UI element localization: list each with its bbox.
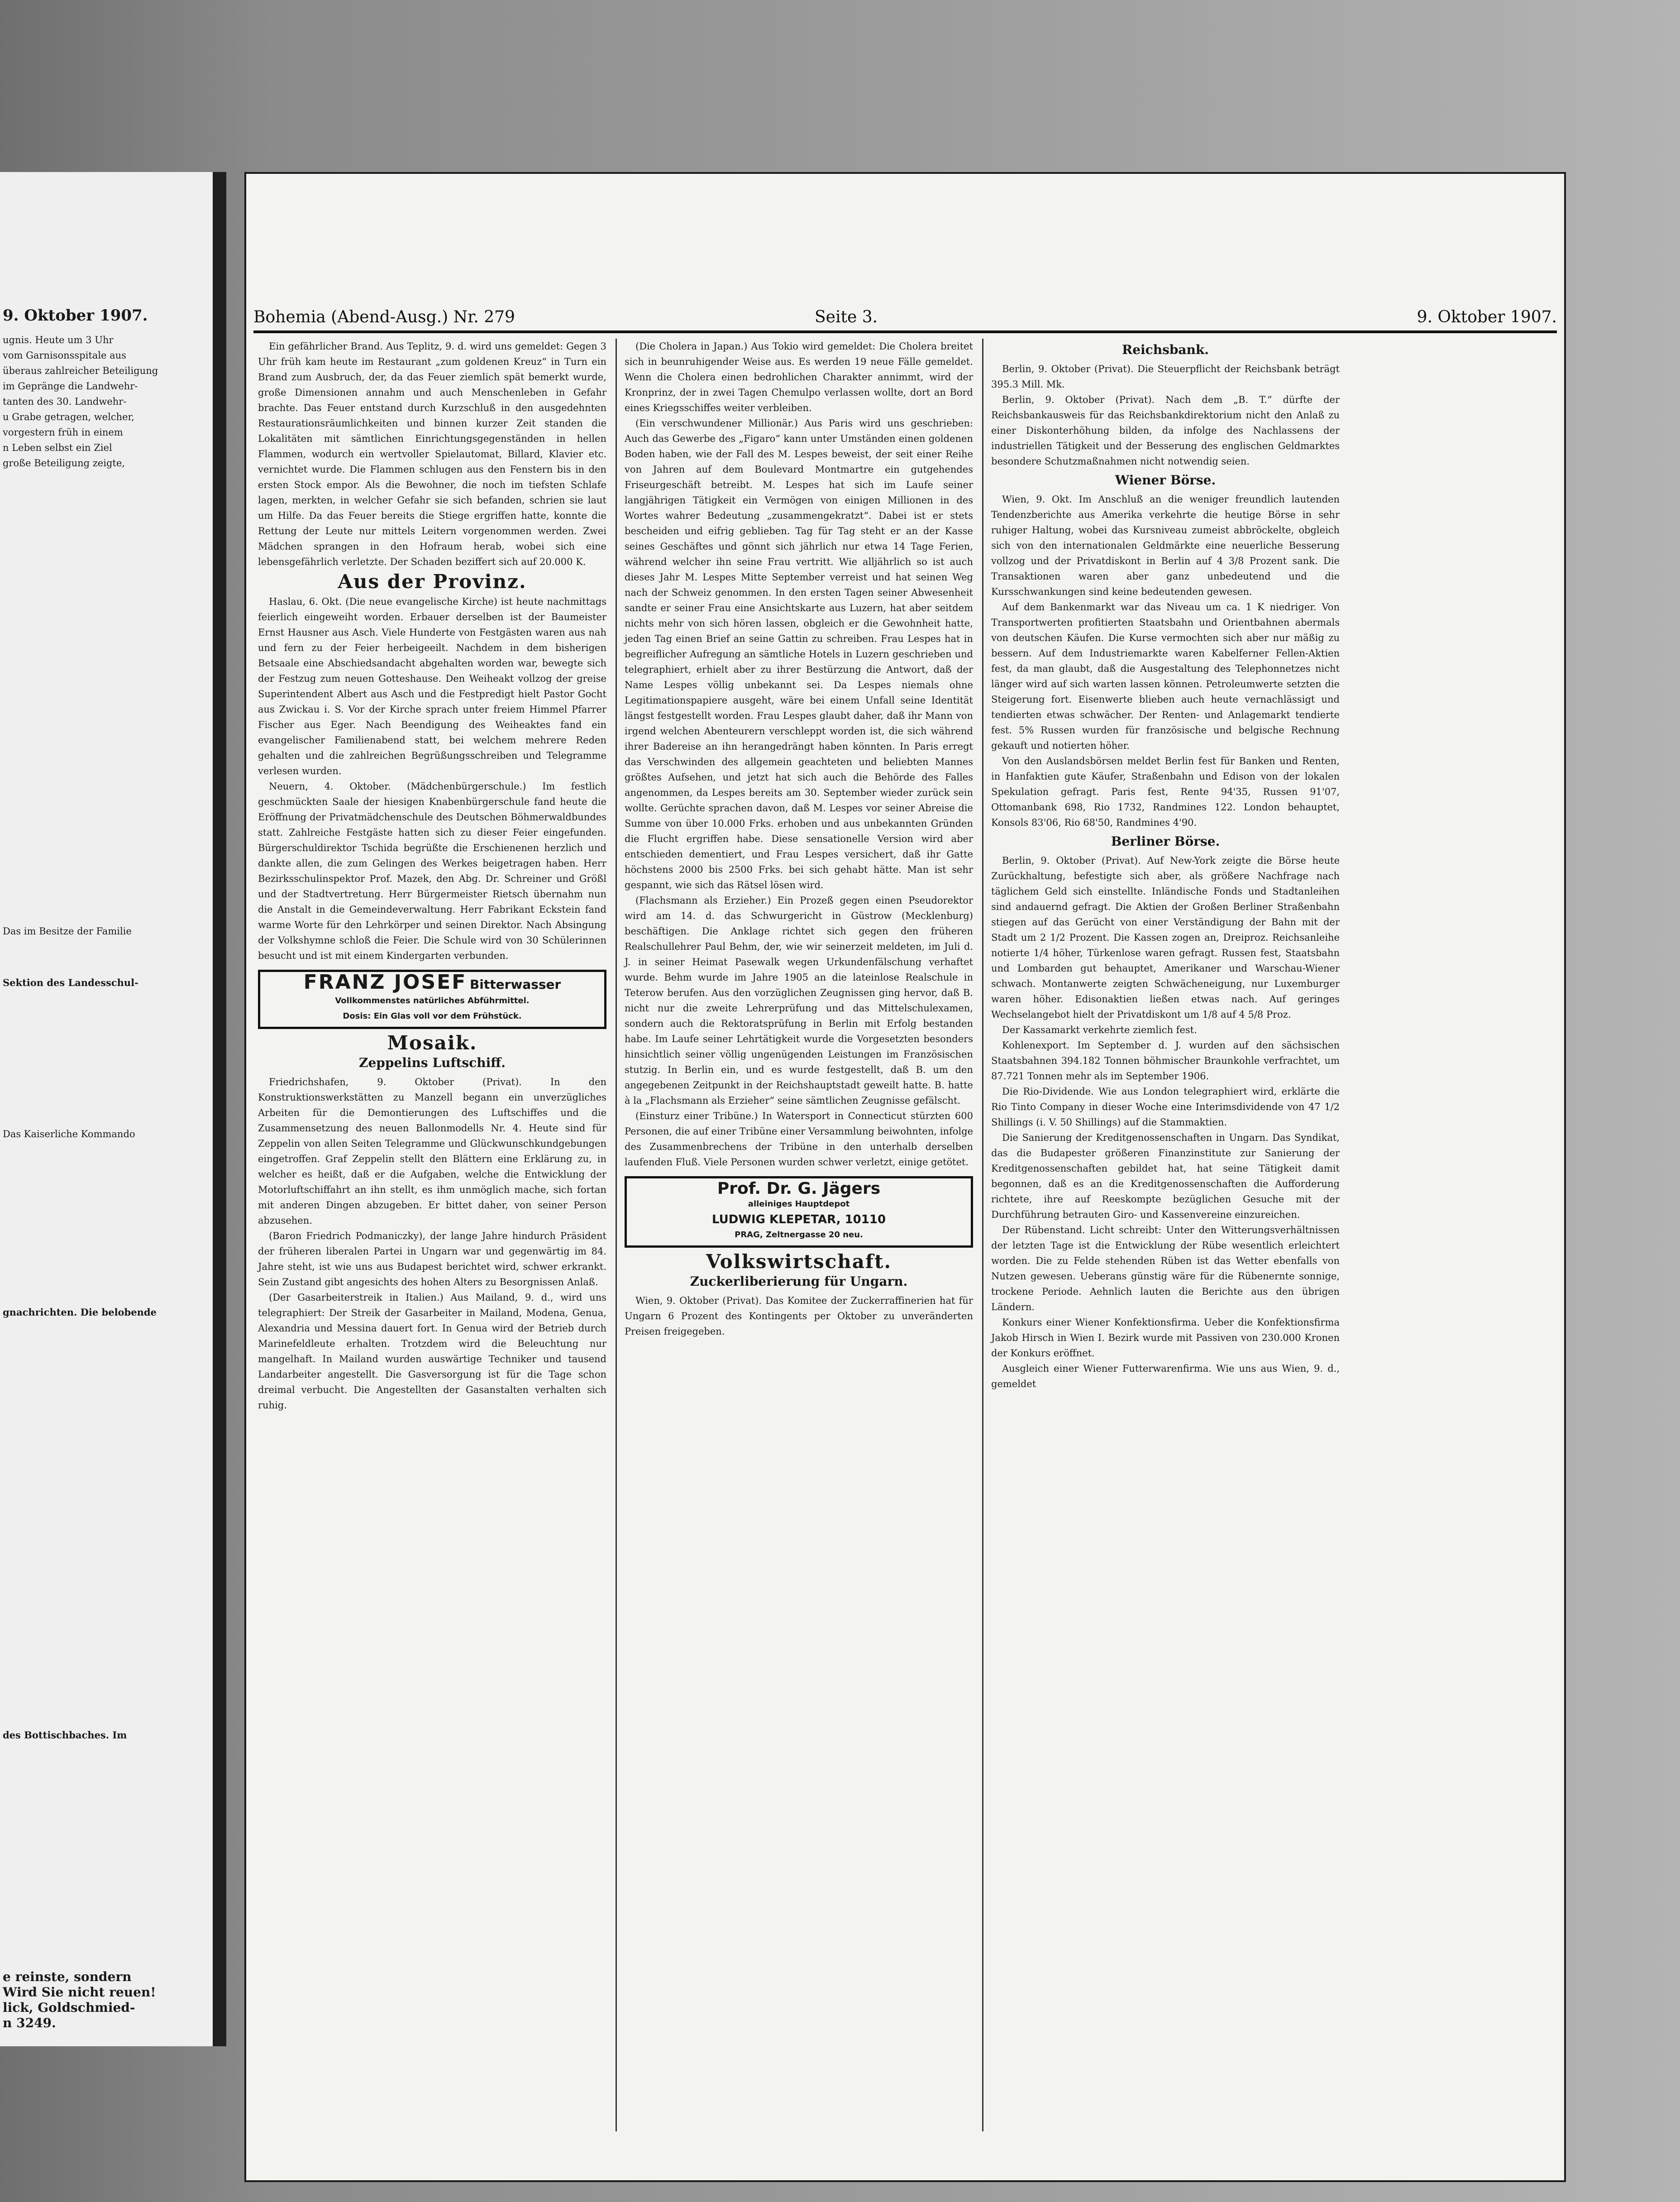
- header-date: 9. Oktober 1907.: [1417, 308, 1557, 326]
- page-gutter: [213, 172, 226, 2046]
- article-millionaer: (Ein verschwundener Millionär.) Aus Paris wird uns geschrieben: Auch das Gewerbe des „Figaro“ kann unter Umständen einen goldenen Boden haben, wie der Fall des M. Lespes beweist, der seit einer Reihe von Jahren auf dem Boulevard Montmartre ein gutgehendes Friseurgeschäft betreibt. M. Lespes hat sich im Laufe seiner langjährigen Tätigkeit ein Vermögen von einigen Millionen in des Wortes wahrer Bedeutung „zusammengekratzt“. Dabei ist er stets bescheiden und eifrig geblieben. Tag für Tag steht er an der Kasse seines Geschäftes und gönnt sich jährlich nur etwa 14 Tage Ferien, während welcher ihn seine Frau vertritt. Wie alljährlich so ist auch dieses Jahr M. Lespes Mitte September verreist und hat seinen Weg nach der Schweiz genommen. In den ersten Tagen seiner Abwesenheit sandte er seiner Frau eine Ansichtskarte aus Luzern, hat aber seitdem nichts mehr von sich hören lassen, obgleich er die Gewohnheit hatte, jeden Tag einen Brief an seine Gattin zu schreiben. Frau Lespes hat in begreiflicher Aufregung an sämtliche Hotels in Luzern geschrieben und telegraphiert, erhielt aber zu ihrer Bestürzung die Antwort, daß der Name Lespes völlig unbekannt sei. Da Lespes niemals ohne Legitimationspapiere ausgeht, wäre bei einem Unfall seine Identität längst festgestellt worden. Frau Lespes glaubt daher, daß ihr Mann von irgend welchen Abenteurern verschleppt worden ist, die sich während ihrer Badereise an ihn herangedrängt haben könnten. In Paris erregt das Verschwinden des allgemein geachteten und beliebten Mannes größtes Aufsehen, und jetzt hat sich auch die Behörde des Falles angenommen, da Lespes bereits am 30. September wieder zurück sein wollte. Gerüchte sprachen davon, daß M. Lespes vor seiner Abreise die Summe von über 10.000 Frks. erhoben und aus unbekannten Gründen die Flucht ergriffen habe. Diese sensationelle Version wird aber entschieden dementiert, und Frau Lespes versichert, daß ihr Gatte höchstens 2000 bis 2500 Frks. bei sich gehabt hätte. Man ist sehr gespannt, wie sich das Rätsel lösen wird.: [625, 418, 973, 890]
- article-berlin: Berlin, 9. Oktober (Privat). Auf New-York zeigte die Börse heute Zurückhaltung, befestigte sich aber, als größere Nachfrage nach täglichem Geld sich einstellte. Inländische Fonds und Stadtanleihen sind andauernd gefragt. Die Aktien der Großen Berliner Straßenbahn stiegen auf das Gerücht von einer Verständigung der Bahn mit der Stadt um 2 1/2 Prozent. Die Kassen zogen an, Dreiproz. Reichsanleihe notierte 1/4 höher, Türkenlose waren gefragt. Russen fest, Staatsbahn und Lombarden gut behauptet, Amerikaner und Warschau-Wiener schwach. Montanwerte zeigten Schwächeneigung, nur Luxemburger waren höher. Edisonaktien ließen etwas nach. Auf geringes Wechselangebot hielt der Privatdiskont um 1/8 auf 4 5/8 Proz.: [991, 855, 1340, 1020]
- header-publication: Bohemia (Abend-Ausg.) Nr. 279: [253, 308, 515, 326]
- article-tribuene: (Einsturz einer Tribüne.) In Watersport in Connecticut stürzten 600 Personen, die auf einer Tribüne einer Versammlung beiwohnten, infolge des Zusammenbrechens der Tribüne in den unterhalb derselben laufenden Fluß. Viele Personen wurden schwer verletzt, einige getötet.: [625, 1111, 973, 1168]
- newspaper-page: [244, 172, 1566, 2182]
- column-2: [625, 339, 973, 1339]
- left-line: Sektion des Landesschul-: [3, 977, 138, 988]
- ad-line: LUDWIG KLEPETAR, 10110: [711, 1213, 886, 1226]
- left-line: n Leben selbst ein Ziel: [3, 442, 112, 453]
- article-konkurs: Konkurs einer Wiener Konfektionsfirma. Ueber die Konfektionsfirma Jakob Hirsch in Wien I. Bezirk wurde mit Passiven von 230.000 Kronen der Konkurs eröffnet.: [991, 1317, 1340, 1359]
- ad-title: FRANZ JOSEF: [303, 971, 467, 994]
- header-rule: [253, 330, 1557, 333]
- article-reichsbank-2: Berlin, 9. Oktober (Privat). Nach dem „B. T.“ dürfte der Reichsbankausweis für das Reichsbankdirektorium nicht den Anlaß zu einer Diskonterhöhung bilden, da infolge des Nachlassens der industriellen Tätigkeit und der Besserung des englischen Geldmarktes besondere Schutzmaßnahmen nicht notwendig seien.: [991, 394, 1340, 467]
- article-gasarbeiter: (Der Gasarbeiterstreik in Italien.) Aus Mailand, 9. d., wird uns telegraphiert: Der Streik der Gasarbeiter in Mailand, Modena, Genua, Alexandria und Messina dauert fort. In Genua wird der Betrieb durch Marinefeldleute erhalten. Trotzdem wird die Beleuchtung nur mangelhaft. In Mailand wurden auswärtige Techniker und tausend Landarbeiter angestellt. Die Gasversorgung ist für die Tage schon dreimal verbucht. Die Angestellten der Gasanstalten verhalten sich ruhig.: [258, 1292, 606, 1411]
- left-line: Das Kaiserliche Kommando: [3, 1129, 135, 1139]
- column-divider: [616, 339, 617, 2131]
- heading-zeppelin: Zeppelins Luftschiff.: [359, 1055, 506, 1070]
- left-line: n 3249.: [3, 2015, 56, 2030]
- article-zeppelin: Friedrichshafen, 9. Oktober (Privat). In den Konstruktionswerkstätten zu Manzell begann ein unverzügliches Arbeiten für die Demontierungen des Luftschiffes und die Zusammensetzung des neuen Ballonmodells Nr. 4. Heute sind für Zeppelin von allen Seiten Telegramme und Glückwunschkundgebungen eingetroffen. Graf Zeppelin stellt den Blättern eine Erklärung zu, in welcher es heißt, daß er die Aufgaben, welche die Entwicklung der Motorluftschiffahrt an ihn stellt, es ihm unmöglich mache, sich fortan mit anderen Dingen abzugeben. Er bittet daher, von seiner Person abzusehen.: [258, 1077, 606, 1226]
- heading-volkswirtschaft: Volkswirtschaft.: [706, 1250, 892, 1273]
- article-wien-3: Von den Auslandsbörsen meldet Berlin fest für Banken und Renten, in Hanfaktien gute Käufer, Straßenbahn und Edison von der lokalen Spekulation gefragt. Paris fest, Rente 94'35, Russen 91'07, Ottomanbank 698, Rio 1732, Randmines 122. London behauptet, Konsols 83'06, Rio 68'50, Randmines 4'90.: [991, 756, 1340, 828]
- ad-line: alleiniges Hauptdepot: [748, 1199, 850, 1209]
- article-neuern: Neuern, 4. Oktober. (Mädchenbürgerschule.) Im festlich geschmückten Saale der hiesigen Knabenbürgerschule fand heute die Eröffnung der Privatmädchenschule des Deutschen Böhmerwaldbundes statt. Zahlreiche Festgäste hatten sich zu dieser Feier eingefunden. Bürgerschuldirektor Tschida begrüßte die Erschienenen herzlich und dankte allen, die zum Gelingen des Werkes beigetragen haben. Herr Bezirksschulinspektor Prof. Mazek, den Abg. Dr. Schreiner und Größl und der Stadtvertretung. Herr Bürgermeister Rietsch übernahm nun die Anstalt in die Gemeindeverwaltung. Herr Fabrikant Eckstein fand warme Worte für den Lehrkörper und seinen Direktor. Nach Absingung der Volkshymne schloß die Feier. Die Schule wird von 30 Schülerinnen besucht und ist mit einem Kindergarten verbunden.: [258, 781, 606, 961]
- ad-line: Vollkommenstes natürliches Abführmittel.: [335, 996, 530, 1005]
- page-header: [253, 308, 1557, 328]
- heading-mosaik: Mosaik.: [387, 1032, 477, 1054]
- article-sanierung: Die Sanierung der Kreditgenossenschaften in Ungarn. Das Syndikat, das die Budapester größeren Finanzinstitute zur Sanierung der Kreditgenossenschaften gebildet hat, hat seine Tätigkeit damit begonnen, daß es an die Kreditgenossenschaften die Aufforderung richtete, ihre auf Reeskompte bezüglichen Gesuche mit der Durchführung betrauten Giro- und Kassenvereine einzureichen.: [991, 1132, 1340, 1220]
- heading-provinz: Aus der Provinz.: [338, 570, 527, 593]
- left-line: überaus zahlreicher Beteiligung: [3, 365, 158, 376]
- article-ruebenstand: Der Rübenstand. Licht schreibt: Unter den Witterungsverhältnissen der letzten Tage ist die Entwicklung der Rübe wesentlich erleichtert worden. Die zu Felde stehenden Rüben ist das Wetter ebenfalls von Nutzen gewesen. Ueberans günstig wäre für die Rübenernte sonnige, trockene Periode. Aehnlich lauten die Berichte aus den übrigen Ländern.: [991, 1225, 1340, 1312]
- left-line: e reinste, sondern: [3, 1969, 132, 1984]
- article-wien-1: Wien, 9. Okt. Im Anschluß an die weniger freundlich lautenden Tendenzberichte aus Amerika verkehrte die heutige Börse in sehr ruhiger Haltung, wobei das Kursniveau zumeist abbröckelte, obgleich sich von den internationalen Geldmärkte eine neuerliche Besserung vollzog und der Privatdiskont in Berlin auf 4 3/8 Prozent sank. Die Transaktionen waren aber ganz unbedeutend und die Kursschwankungen sind keine bedeutenden gewesen.: [991, 494, 1340, 597]
- article-kassamarkt: Der Kassamarkt verkehrte ziemlich fest.: [1002, 1024, 1197, 1035]
- article-zucker: Wien, 9. Oktober (Privat). Das Komitee der Zuckerraffinerien hat für Ungarn 6 Prozent des Kontingents per Oktober zu unveränderten Preisen freigegeben.: [625, 1295, 973, 1337]
- left-line: lick, Goldschmied-: [3, 2000, 135, 2015]
- left-line: des Bottischbaches. Im: [3, 1729, 127, 1741]
- article-kohlenexport: Kohlenexport. Im September d. J. wurden auf den sächsischen Staatsbahnen 394.182 Tonnen böhmischer Braunkohle verfrachtet, um 87.721 Tonnen mehr als im September 1906.: [991, 1040, 1340, 1082]
- header-page-number: Seite 3.: [815, 308, 878, 326]
- ad-line: PRAG, Zeltnergasse 20 neu.: [735, 1230, 863, 1240]
- left-line: vorgestern früh in einem: [3, 427, 123, 438]
- left-page-text: [3, 308, 211, 2031]
- left-line: Wird Sie nicht reuen!: [3, 1985, 156, 2000]
- left-page-date: 9. Oktober 1907.: [3, 306, 148, 325]
- column-1: [258, 339, 606, 1413]
- heading-reichsbank: Reichsbank.: [1122, 342, 1209, 357]
- ad-subtitle: Bitterwasser: [469, 977, 561, 992]
- left-line: gnachrichten. Die belobende: [3, 1307, 157, 1318]
- heading-wiener-boerse: Wiener Börse.: [1115, 473, 1216, 488]
- article-rio: Die Rio-Dividende. Wie aus London telegraphiert wird, erklärte die Rio Tinto Company in dieser Woche eine Interimsdividende von 47 1/2 Shillings (i. V. 50 Shillings) auf die Stammaktien.: [991, 1086, 1340, 1128]
- ad-line: Dosis: Ein Glas voll vor dem Frühstück.: [343, 1011, 522, 1021]
- article-brand: Ein gefährlicher Brand. Aus Teplitz, 9. d. wird uns gemeldet: Gegen 3 Uhr früh kam heute im Restaurant „zum goldenen Kreuz“ in Turn ein Brand zum Ausbruch, der, da das Feuer ziemlich spät bemerkt wurde, große Dimensionen annahm und auch Menschenleben in Gefahr brachte. Das Feuer entstand durch Kurzschluß in den ausgedehnten Restaurationsräumlichkeiten und binnen kurzer Zeit standen die Lokalitäten mit sämtlichen Einrichtungsgegenständen in hellen Flammen, wodurch ein wertvoller Spielautomat, Billard, Klavier etc. vernichtet wurde. Die Flammen schlugen aus den Fenstern bis in den ersten Stock empor. Als die Bewohner, die noch im tiefsten Schlafe lagen, merkten, in welcher Gefahr sie sich befanden, schrien sie laut um Hilfe. Da das Feuer bereits die Stiege ergriffen hatte, konnte die Rettung der Leute nur mittels Leitern vorgenommen werden. Zwei Mädchen sprangen in den Hofraum herab, wobei sich eine lebensgefährlich verletzte. Der Schaden beziffert sich auf 20.000 K.: [258, 341, 606, 567]
- article-flachsmann: (Flachsmann als Erzieher.) Ein Prozeß gegen einen Pseudorektor wird am 14. d. das Schwurgericht in Güstrow (Mecklenburg) beschäftigen. Die Anklage richtet sich gegen den früheren Realschullehrer Paul Behm, der, wie wir seinerzeit meldeten, im Juli d. J. in seiner Heimat Pasewalk wegen Urkundenfälschung verhaftet wurde. Behm wurde im Jahre 1905 an die lateinlose Realschule in Teterow berufen. Aus den vorzüglichen Zeugnissen ging hervor, daß B. nicht nur die zweite Lehrerprüfung und das Mittelschulexamen, sondern auch die Rektoratsprüfung in Berlin mit Erfolg bestanden habe. Im Laufe seiner Lehrtätigkeit wurde die Vorgesetzten besonders hinsichtlich seiner völlig ungenügenden Leistungen im Französischen stutzig. In Berlin ein, und es wurde festgestellt, daß B. um den angegebenen Zeitpunkt in der Reichshauptstadt geweilt hatte. B. hatte à la „Flachsmann als Erzieher“ seine sämtlichen Zeugnisse gefälscht.: [625, 895, 973, 1106]
- left-page-fragment: [0, 172, 226, 2046]
- article-cholera: (Die Cholera in Japan.) Aus Tokio wird gemeldet: Die Cholera breitet sich in beunruhigender Weise aus. Es werden 19 neue Fälle gemeldet. Wenn die Cholera einen bedrohlichen Charakter annimmt, wird der Kronprinz, der in zwei Tagen Chemulpo verlassen wollte, dort an Bord eines Kriegsschiffes weiter verbleiben.: [625, 341, 973, 413]
- article-wien-2: Auf dem Bankenmarkt war das Niveau um ca. 1 K niedriger. Von Transportwerten profitierten Staatsbahn und Orientbahnen abermals von deutschen Käufen. Die Kurse vermochten sich aber nur mäßig zu bessern. Auf dem Industriemarkte waren Kabelferner Fellen-Aktien fest, da man glaubt, daß die Ausgestaltung des Telephonnetzes nicht länger wird auf sich warten lassen können. Petroleumwerte setzten die Steigerung fort. Eisenwerte blieben auch heute vernachlässigt und tendierten etwas schwächer. Der Renten- und Anlagemarkt tendierte fest. 5% Russen wurden für französische und belgische Rechnung gekauft und notierten höher.: [991, 602, 1340, 751]
- left-line: große Beteiligung zeigte,: [3, 458, 125, 469]
- franz-josef-ad: [258, 970, 606, 1029]
- left-line: ugnis. Heute um 3 Uhr: [3, 335, 114, 345]
- ad-title: Prof. Dr. G. Jägers: [717, 1179, 881, 1198]
- article-reichsbank-1: Berlin, 9. Oktober (Privat). Die Steuerpflicht der Reichsbank beträgt 395.3 Mill. Mk.: [991, 364, 1340, 390]
- left-line: Das im Besitze der Familie: [3, 926, 132, 937]
- left-line: vom Garnisonsspitale aus: [3, 350, 126, 361]
- jaeger-ad: [625, 1176, 973, 1248]
- heading-berliner-boerse: Berliner Börse.: [1111, 834, 1220, 849]
- left-line: tanten des 30. Landwehr-: [3, 396, 127, 407]
- left-line: u Grabe getragen, welcher,: [3, 412, 134, 422]
- article-ausgleich: Ausgleich einer Wiener Futterwarenfirma. Wie uns aus Wien, 9. d., gemeldet: [991, 1363, 1340, 1389]
- column-divider: [982, 339, 983, 2131]
- article-podmaniczky: (Baron Friedrich Podmaniczky), der lange Jahre hindurch Präsident der früheren liberalen Partei in Ungarn war und gegenwärtig im 84. Jahre steht, ist wie uns aus Budapest berichtet wird, schwer erkrankt. Sein Zustand gibt angesichts des hohen Alters zu Besorgnissen Anlaß.: [258, 1230, 606, 1288]
- column-3: [991, 339, 1340, 1392]
- heading-zucker: Zuckerliberierung für Ungarn.: [690, 1274, 908, 1289]
- article-haslau: Haslau, 6. Okt. (Die neue evangelische Kirche) ist heute nachmittags feierlich eingeweiht worden. Erbauer derselben ist der Baumeister Ernst Hausner aus Asch. Viele Hunderte von Festgästen waren aus nah und fern zu der Feier herbeigeeilt. Nachdem in dem bisherigen Betsaale eine Abschiedsandacht abgehalten worden war, bewegte sich der Festzug zum neuen Gotteshause. Den Weiheakt vollzog der greise Superintendent Albert aus Asch und die Festpredigt hielt Pastor Gocht aus Zwickau i. S. Vor der Kirche sprach unter freiem Himmel Pfarrer Fischer aus Eger. Nach Beendigung des Weiheaktes fand ein evangelischer Familienabend statt, bei welchem mehrere Reden gehalten und die zahlreichen Begrüßungsschreiben und Telegramme verlesen wurden.: [258, 596, 606, 776]
- left-line: im Gepränge die Landwehr-: [3, 381, 138, 392]
